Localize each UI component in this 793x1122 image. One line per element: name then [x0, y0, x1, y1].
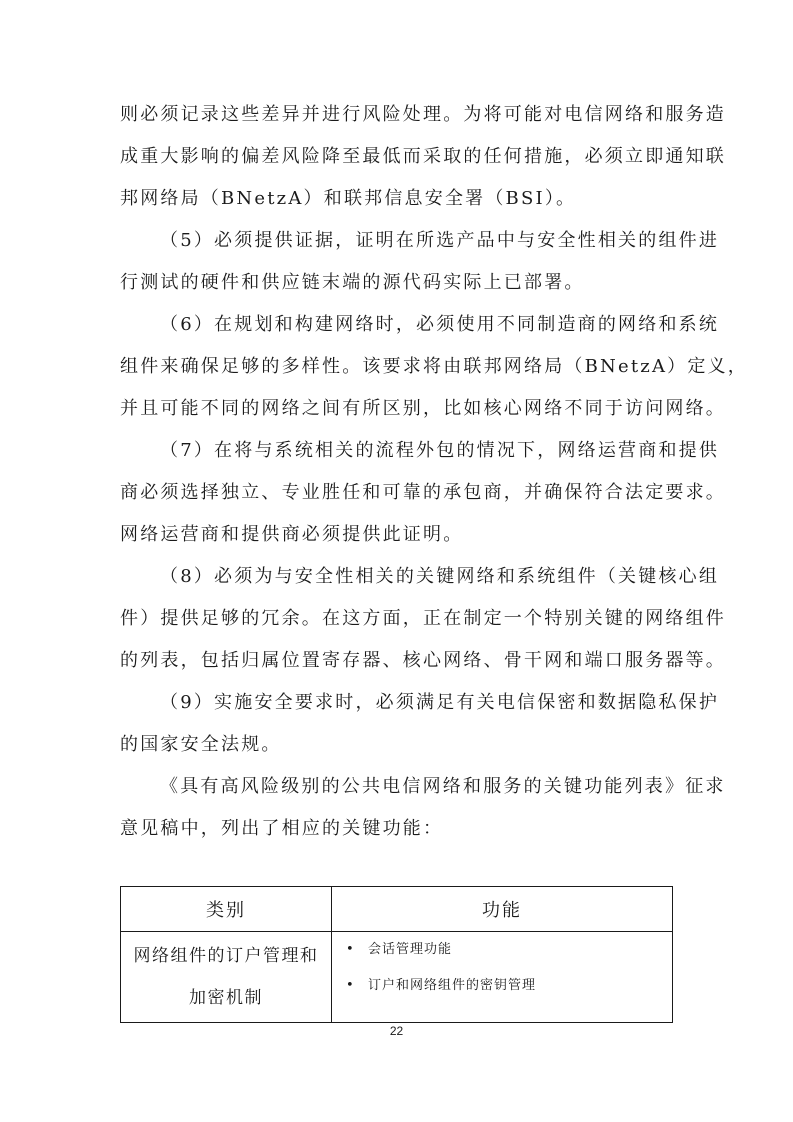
- text-line: （8）必须为与安全性相关的关键网络和系统组件（关键核心组: [160, 566, 720, 587]
- text-line: 意见稿中，列出了相应的关键功能：: [120, 818, 444, 839]
- bullet-icon: •: [346, 978, 355, 993]
- text-line: 的国家安全法规。: [120, 734, 282, 755]
- text-line: （6）在规划和构建网络时，必须使用不同制造商的网络和系统: [160, 314, 720, 335]
- page-number: 22: [389, 1024, 404, 1038]
- text-line: 邦网络局（BNetzA）和联邦信息安全署（BSI）。: [120, 188, 577, 209]
- document-body: [120, 94, 748, 850]
- paragraph-key-functions-intro: [120, 766, 726, 850]
- function-cell: [332, 932, 673, 1023]
- category-line: 网络组件的订户管理和: [133, 946, 319, 966]
- header-category: 类别: [121, 887, 332, 932]
- function-item: [346, 976, 672, 1012]
- text-line: 《具有高风险级别的公共电信网络和服务的关键功能列表》征求: [160, 776, 726, 797]
- paragraph-item-9: [120, 682, 720, 766]
- bullet-icon: •: [346, 942, 355, 957]
- text-line: 并且可能不同的网络之间有所区别，比如核心网络不同于访问网络。: [120, 398, 726, 419]
- text-line: 组件来确保足够的多样性。该要求将由联邦网络局（BNetzA）定义，: [120, 356, 748, 377]
- function-item: [346, 940, 672, 976]
- text-line: 商必须选择独立、专业胜任和可靠的承包商，并确保符合法定要求。: [120, 482, 726, 503]
- text-line: 件）提供足够的冗余。在这方面，正在制定一个特别关键的网络组件: [120, 608, 726, 629]
- paragraph-item-5: [120, 220, 720, 304]
- text-line: 行测试的硬件和供应链末端的源代码实际上已部署。: [120, 272, 585, 293]
- category-line: 加密机制: [189, 988, 263, 1008]
- text-line: （5）必须提供证据，证明在所选产品中与安全性相关的组件进: [160, 230, 720, 251]
- text-line: 的列表，包括归属位置寄存器、核心网络、骨干网和端口服务器等。: [120, 650, 726, 671]
- text-line: （9）实施安全要求时，必须满足有关电信保密和数据隐私保护: [160, 692, 720, 713]
- text-line: 成重大影响的偏差风险降至最低而采取的任何措施，必须立即通知联: [120, 146, 726, 167]
- category-cell: [121, 932, 332, 1023]
- function-text: 订户和网络组件的密钥管理: [368, 978, 537, 993]
- table-header-row: [121, 887, 673, 932]
- paragraph-deviation-risk: [120, 94, 726, 220]
- text-line: （7）在将与系统相关的流程外包的情况下，网络运营商和提供: [160, 440, 720, 461]
- header-function: 功能: [332, 887, 673, 932]
- key-functions-table: [120, 886, 673, 1023]
- text-line: 网络运营商和提供商必须提供此证明。: [120, 524, 464, 545]
- text-line: 则必须记录这些差异并进行风险处理。为将可能对电信网络和服务造: [120, 104, 726, 125]
- paragraph-item-7: [120, 430, 726, 556]
- table-row: [121, 932, 673, 1023]
- function-text: 会话管理功能: [368, 942, 453, 957]
- paragraph-item-8: [120, 556, 726, 682]
- paragraph-item-6: [120, 304, 748, 430]
